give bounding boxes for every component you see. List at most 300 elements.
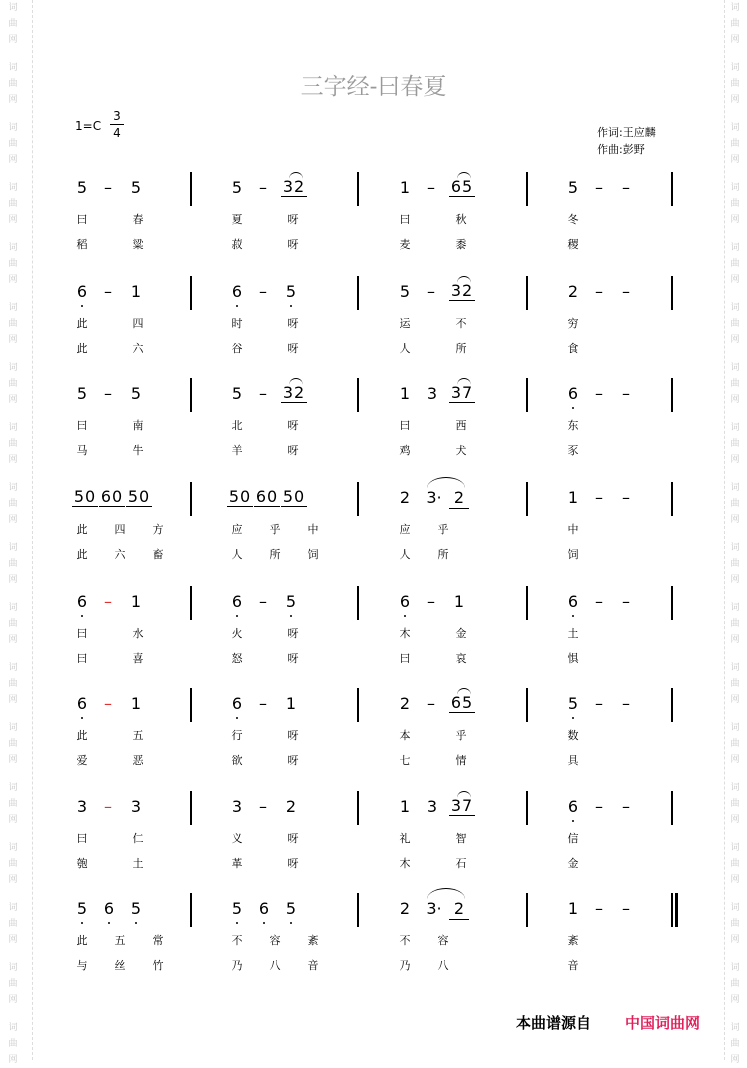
watermark-glyph: 网 xyxy=(8,575,18,585)
composer: 作曲:彭野 xyxy=(597,143,645,156)
watermark-glyph: 网 xyxy=(730,215,740,225)
lyric-syllable: 容 xyxy=(437,934,449,947)
lyric-syllable: 丝 xyxy=(114,959,126,972)
bar-line xyxy=(526,378,528,412)
lyric-syllable: 六 xyxy=(114,548,126,561)
watermark-glyph: 词 xyxy=(8,543,18,553)
note: 6 xyxy=(563,592,583,612)
sustain-dash: – xyxy=(595,899,603,918)
lyric-syllable: 哀 xyxy=(455,652,467,665)
watermark-glyph: 曲 xyxy=(8,19,18,29)
watermark-glyph: 曲 xyxy=(8,439,18,449)
lyric-syllable: 土 xyxy=(567,627,579,640)
lyric-syllable: 木 xyxy=(399,857,411,870)
watermark-glyph: 网 xyxy=(8,875,18,885)
watermark-glyph: 曲 xyxy=(730,79,740,89)
lyric-syllable: 不 xyxy=(399,934,411,947)
bar-line xyxy=(671,378,673,412)
lyric-syllable: 南 xyxy=(132,419,144,432)
lyric-syllable: 乎 xyxy=(269,523,281,536)
lyric-syllable: 豕 xyxy=(567,444,579,457)
watermark-glyph: 词 xyxy=(730,3,740,13)
lyric-syllable: 惧 xyxy=(567,652,579,665)
watermark-glyph: 网 xyxy=(730,455,740,465)
lyric-syllable: 此 xyxy=(76,317,88,330)
watermark-glyph: 曲 xyxy=(730,439,740,449)
sustain-dash: – xyxy=(259,178,267,197)
bar-line xyxy=(671,688,673,722)
watermark-glyph: 网 xyxy=(730,335,740,345)
watermark-glyph: 词 xyxy=(730,183,740,193)
lyric-syllable: 曰 xyxy=(76,652,88,665)
watermark-glyph: 词 xyxy=(8,663,18,673)
lyric-syllable: 五 xyxy=(132,729,144,742)
lyric-syllable: 紊 xyxy=(567,934,579,947)
note: 1 xyxy=(567,899,579,918)
watermark-glyph: 词 xyxy=(8,483,18,493)
note: 6 xyxy=(254,899,274,919)
watermark-glyph: 词 xyxy=(8,1023,18,1033)
bar-line xyxy=(671,791,673,825)
sustain-dash: – xyxy=(622,282,630,301)
bar-line xyxy=(671,172,673,206)
score-row xyxy=(0,482,747,572)
lyric-syllable: 春 xyxy=(132,213,144,226)
watermark-glyph: 网 xyxy=(730,755,740,765)
lyric-syllable: 竹 xyxy=(152,959,164,972)
bar-line xyxy=(526,276,528,310)
bar-line xyxy=(190,378,192,412)
watermark-glyph: 词 xyxy=(730,663,740,673)
sustain-dash: – xyxy=(104,694,112,713)
sustain-dash: – xyxy=(595,694,603,713)
watermark-glyph: 曲 xyxy=(8,199,18,209)
lyric-syllable: 呀 xyxy=(287,419,299,432)
watermark-glyph: 曲 xyxy=(8,259,18,269)
watermark-glyph: 词 xyxy=(8,423,18,433)
note: 32 xyxy=(282,383,306,402)
lyric-syllable: 应 xyxy=(231,523,243,536)
sustain-dash: – xyxy=(104,178,112,197)
note: 5 xyxy=(126,899,146,919)
sustain-dash: – xyxy=(259,797,267,816)
lyric-syllable: 义 xyxy=(231,832,243,845)
lyric-syllable: 欲 xyxy=(231,754,243,767)
note: 5 xyxy=(72,899,92,919)
watermark-glyph: 词 xyxy=(730,903,740,913)
note: 2 xyxy=(449,488,469,509)
bar-line xyxy=(526,791,528,825)
watermark-glyph: 曲 xyxy=(8,139,18,149)
note: 1 xyxy=(130,282,142,301)
lyric-syllable: 乎 xyxy=(455,729,467,742)
watermark-glyph: 词 xyxy=(8,723,18,733)
note: 50 xyxy=(282,487,306,506)
slur xyxy=(427,888,465,899)
lyric-syllable: 方 xyxy=(152,523,164,536)
lyric-syllable: 紊 xyxy=(307,934,319,947)
note: 5 xyxy=(281,282,301,302)
watermark-glyph: 曲 xyxy=(730,919,740,929)
note: 6 xyxy=(227,592,247,612)
watermark-glyph: 曲 xyxy=(8,319,18,329)
note: 50 xyxy=(73,487,97,506)
watermark-glyph: 词 xyxy=(8,3,18,13)
sustain-dash: – xyxy=(427,178,435,197)
time-signature xyxy=(110,108,124,141)
note: 1 xyxy=(130,592,142,611)
lyric-syllable: 夏 xyxy=(231,213,243,226)
sustain-dash: – xyxy=(259,592,267,611)
bar-line xyxy=(357,586,359,620)
sustain-dash: – xyxy=(622,694,630,713)
watermark-glyph: 词 xyxy=(8,903,18,913)
watermark-glyph: 曲 xyxy=(8,799,18,809)
lyric-syllable: 六 xyxy=(132,342,144,355)
note: 2 xyxy=(399,488,411,507)
lyric-syllable: 音 xyxy=(567,959,579,972)
watermark-glyph: 词 xyxy=(8,303,18,313)
note: 3 xyxy=(426,384,438,403)
lyric-syllable: 呀 xyxy=(287,652,299,665)
watermark-glyph: 曲 xyxy=(730,979,740,989)
lyric-syllable: 北 xyxy=(231,419,243,432)
note: 2 xyxy=(567,282,579,301)
lyric-syllable: 信 xyxy=(567,832,579,845)
watermark-glyph: 词 xyxy=(730,783,740,793)
note: 5 xyxy=(227,899,247,919)
watermark-glyph: 网 xyxy=(8,515,18,525)
lyric-syllable: 不 xyxy=(455,317,467,330)
lyric-syllable: 牛 xyxy=(132,444,144,457)
lyric-syllable: 稻 xyxy=(76,238,88,251)
lyric-syllable: 呀 xyxy=(287,342,299,355)
watermark-glyph: 网 xyxy=(8,755,18,765)
note: 5 xyxy=(399,282,411,301)
lyric-syllable: 所 xyxy=(455,342,467,355)
bar-line xyxy=(671,276,673,310)
lyric-syllable: 乃 xyxy=(231,959,243,972)
bar-line xyxy=(190,172,192,206)
lyric-syllable: 稷 xyxy=(567,238,579,251)
lyric-syllable: 应 xyxy=(399,523,411,536)
lyric-syllable: 中 xyxy=(307,523,319,536)
watermark-glyph: 网 xyxy=(8,995,18,1005)
watermark-glyph: 网 xyxy=(730,575,740,585)
lyric-syllable: 喜 xyxy=(132,652,144,665)
watermark-glyph: 词 xyxy=(730,63,740,73)
watermark-glyph: 词 xyxy=(8,603,18,613)
watermark-glyph: 词 xyxy=(8,243,18,253)
watermark-glyph: 曲 xyxy=(730,379,740,389)
bar-line xyxy=(526,482,528,516)
note: 6 xyxy=(72,592,92,612)
watermark-glyph: 曲 xyxy=(730,799,740,809)
watermark-glyph: 曲 xyxy=(8,979,18,989)
watermark-glyph: 网 xyxy=(730,935,740,945)
lyric-syllable: 常 xyxy=(152,934,164,947)
watermark-glyph: 词 xyxy=(8,843,18,853)
note: 3· xyxy=(426,899,442,918)
lyric-syllable: 曰 xyxy=(76,419,88,432)
sustain-dash: – xyxy=(259,694,267,713)
lyric-syllable: 呀 xyxy=(287,238,299,251)
lyric-syllable: 行 xyxy=(231,729,243,742)
lyricist: 作词:王应麟 xyxy=(597,126,656,139)
sustain-dash: – xyxy=(595,592,603,611)
footer-source-label: 本曲谱源自 xyxy=(516,1014,592,1032)
lyric-syllable: 曰 xyxy=(76,832,88,845)
lyric-syllable: 呀 xyxy=(287,754,299,767)
watermark-glyph: 网 xyxy=(730,35,740,45)
watermark-glyph: 网 xyxy=(730,95,740,105)
sustain-dash: – xyxy=(622,384,630,403)
bar-line xyxy=(190,791,192,825)
lyric-syllable: 五 xyxy=(114,934,126,947)
bar-line xyxy=(526,688,528,722)
time-denominator: 4 xyxy=(113,126,121,140)
note: 3 xyxy=(426,797,438,816)
note: 3 xyxy=(130,797,142,816)
watermark-glyph: 网 xyxy=(8,935,18,945)
sustain-dash: – xyxy=(104,282,112,301)
lyric-syllable: 畜 xyxy=(152,548,164,561)
note: 5 xyxy=(563,694,583,714)
lyric-syllable: 马 xyxy=(76,444,88,457)
final-bar-line xyxy=(675,893,678,927)
note: 6 xyxy=(395,592,415,612)
lyric-syllable: 所 xyxy=(269,548,281,561)
lyric-syllable: 不 xyxy=(231,934,243,947)
note: 1 xyxy=(285,694,297,713)
lyric-syllable: 土 xyxy=(132,857,144,870)
bar-line xyxy=(671,586,673,620)
watermark-glyph: 网 xyxy=(730,395,740,405)
note: 6 xyxy=(227,694,247,714)
watermark-glyph: 词 xyxy=(730,1023,740,1033)
watermark-glyph: 词 xyxy=(730,243,740,253)
lyric-syllable: 人 xyxy=(399,548,411,561)
note: 65 xyxy=(450,177,474,196)
score-row xyxy=(0,688,747,778)
lyric-syllable: 曰 xyxy=(399,419,411,432)
watermark-glyph: 曲 xyxy=(730,319,740,329)
lyric-syllable: 智 xyxy=(455,832,467,845)
sustain-dash: – xyxy=(427,282,435,301)
note: 5 xyxy=(130,178,142,197)
lyric-syllable: 东 xyxy=(567,419,579,432)
score-row xyxy=(0,791,747,881)
lyric-syllable: 食 xyxy=(567,342,579,355)
note: 3· xyxy=(426,488,442,507)
note: 37 xyxy=(450,796,474,815)
lyric-syllable: 曰 xyxy=(76,627,88,640)
lyric-syllable: 金 xyxy=(455,627,467,640)
lyric-syllable: 数 xyxy=(567,729,579,742)
watermark-glyph: 词 xyxy=(730,603,740,613)
sustain-dash: – xyxy=(104,797,112,816)
lyric-syllable: 八 xyxy=(437,959,449,972)
watermark-glyph: 网 xyxy=(8,155,18,165)
watermark-glyph: 曲 xyxy=(8,679,18,689)
lyric-syllable: 呀 xyxy=(287,317,299,330)
score-row xyxy=(0,893,747,983)
footer-site-name: 中国词曲网 xyxy=(625,1014,701,1032)
watermark-glyph: 词 xyxy=(730,723,740,733)
watermark-glyph: 词 xyxy=(8,783,18,793)
watermark-glyph: 曲 xyxy=(730,559,740,569)
watermark-glyph: 曲 xyxy=(730,499,740,509)
lyric-syllable: 呀 xyxy=(287,213,299,226)
slur xyxy=(427,477,465,488)
watermark-glyph: 网 xyxy=(8,335,18,345)
sustain-dash: – xyxy=(622,178,630,197)
sustain-dash: – xyxy=(622,592,630,611)
lyric-syllable: 运 xyxy=(399,317,411,330)
lyric-syllable: 本 xyxy=(399,729,411,742)
note: 5 xyxy=(231,384,243,403)
lyric-syllable: 怒 xyxy=(231,652,243,665)
sustain-dash: – xyxy=(595,178,603,197)
watermark-glyph: 曲 xyxy=(8,739,18,749)
sustain-dash: – xyxy=(595,488,603,507)
note: 5 xyxy=(231,178,243,197)
watermark-glyph: 曲 xyxy=(8,379,18,389)
bar-line xyxy=(357,791,359,825)
lyric-syllable: 此 xyxy=(76,342,88,355)
sustain-dash: – xyxy=(259,282,267,301)
watermark-glyph: 词 xyxy=(8,183,18,193)
watermark-glyph: 曲 xyxy=(730,739,740,749)
lyric-syllable: 七 xyxy=(399,754,411,767)
watermark-glyph: 网 xyxy=(8,95,18,105)
lyric-syllable: 乃 xyxy=(399,959,411,972)
note: 50 xyxy=(127,487,151,506)
watermark-glyph: 网 xyxy=(730,275,740,285)
lyric-syllable: 饲 xyxy=(567,548,579,561)
watermark-glyph: 网 xyxy=(730,815,740,825)
lyric-syllable: 人 xyxy=(231,548,243,561)
note: 2 xyxy=(399,899,411,918)
note: 6 xyxy=(563,384,583,404)
lyric-syllable: 金 xyxy=(567,857,579,870)
sustain-dash: – xyxy=(595,282,603,301)
watermark-glyph: 网 xyxy=(730,515,740,525)
watermark-glyph: 网 xyxy=(730,875,740,885)
sustain-dash: – xyxy=(622,899,630,918)
lyric-syllable: 水 xyxy=(132,627,144,640)
sustain-dash: – xyxy=(427,592,435,611)
note: 1 xyxy=(130,694,142,713)
note: 2 xyxy=(449,899,469,920)
watermark-glyph: 网 xyxy=(730,635,740,645)
watermark-glyph: 曲 xyxy=(730,619,740,629)
sustain-dash: – xyxy=(622,797,630,816)
lyric-syllable: 木 xyxy=(399,627,411,640)
lyric-syllable: 此 xyxy=(76,523,88,536)
note: 60 xyxy=(255,487,279,506)
watermark-glyph: 曲 xyxy=(730,679,740,689)
bar-line xyxy=(357,172,359,206)
lyric-syllable: 乎 xyxy=(437,523,449,536)
sustain-dash: – xyxy=(427,694,435,713)
lyric-syllable: 麦 xyxy=(399,238,411,251)
watermark-glyph: 词 xyxy=(730,423,740,433)
watermark-glyph: 网 xyxy=(8,815,18,825)
watermark-glyph: 曲 xyxy=(8,859,18,869)
watermark-glyph: 曲 xyxy=(8,79,18,89)
note: 1 xyxy=(399,384,411,403)
note: 6 xyxy=(99,899,119,919)
watermark-glyph: 网 xyxy=(8,395,18,405)
note: 5 xyxy=(281,899,301,919)
watermark-glyph: 网 xyxy=(8,215,18,225)
note: 1 xyxy=(399,797,411,816)
bar-line xyxy=(190,586,192,620)
note: 6 xyxy=(72,694,92,714)
lyric-syllable: 菽 xyxy=(231,238,243,251)
watermark-glyph: 词 xyxy=(730,123,740,133)
bar-line xyxy=(526,586,528,620)
note: 32 xyxy=(450,281,474,300)
lyric-syllable: 曰 xyxy=(76,213,88,226)
lyric-syllable: 呀 xyxy=(287,627,299,640)
bar-line xyxy=(671,893,673,927)
note: 2 xyxy=(399,694,411,713)
lyric-syllable: 四 xyxy=(132,317,144,330)
watermark-glyph: 词 xyxy=(730,963,740,973)
watermark-glyph: 网 xyxy=(730,995,740,1005)
lyric-syllable: 具 xyxy=(567,754,579,767)
lyric-syllable: 黍 xyxy=(455,238,467,251)
lyric-syllable: 人 xyxy=(399,342,411,355)
bar-line xyxy=(357,378,359,412)
watermark-glyph: 曲 xyxy=(730,259,740,269)
lyric-syllable: 此 xyxy=(76,934,88,947)
note: 5 xyxy=(76,178,88,197)
watermark-glyph: 词 xyxy=(730,483,740,493)
watermark-glyph: 词 xyxy=(8,63,18,73)
bar-line xyxy=(190,276,192,310)
watermark-glyph: 曲 xyxy=(8,1039,18,1049)
lyric-syllable: 呀 xyxy=(287,832,299,845)
lyric-syllable: 羊 xyxy=(231,444,243,457)
lyric-syllable: 恶 xyxy=(132,754,144,767)
note: 5 xyxy=(281,592,301,612)
note: 6 xyxy=(227,282,247,302)
bar-line xyxy=(357,276,359,310)
watermark-glyph: 曲 xyxy=(730,139,740,149)
watermark-glyph: 曲 xyxy=(8,619,18,629)
lyric-syllable: 饲 xyxy=(307,548,319,561)
note: 1 xyxy=(399,178,411,197)
watermark-glyph: 网 xyxy=(8,1055,18,1065)
lyric-syllable: 鸡 xyxy=(399,444,411,457)
note: 60 xyxy=(100,487,124,506)
watermark-glyph: 曲 xyxy=(8,499,18,509)
lyric-syllable: 此 xyxy=(76,729,88,742)
watermark-glyph: 词 xyxy=(730,543,740,553)
lyric-syllable: 礼 xyxy=(399,832,411,845)
note: 5 xyxy=(130,384,142,403)
watermark-glyph: 曲 xyxy=(730,859,740,869)
watermark-glyph: 词 xyxy=(730,363,740,373)
score-row xyxy=(0,586,747,676)
note: 3 xyxy=(231,797,243,816)
note: 5 xyxy=(567,178,579,197)
watermark-glyph: 曲 xyxy=(8,919,18,929)
bar-line xyxy=(526,893,528,927)
